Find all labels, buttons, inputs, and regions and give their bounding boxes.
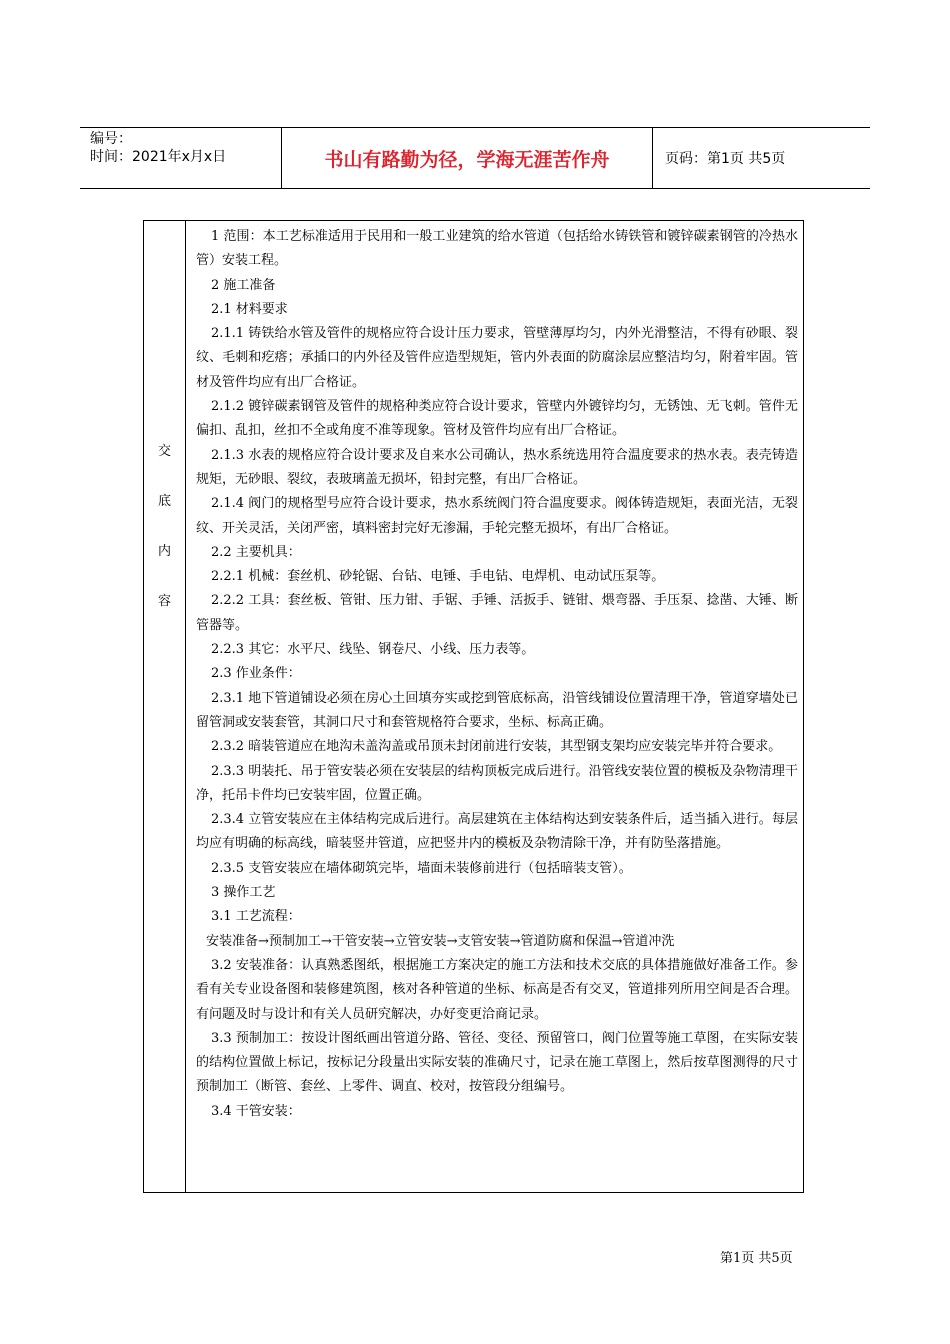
paragraph: 2 施工准备 [211,277,276,293]
section-label-char: 交 [157,444,171,459]
column-divider [185,221,186,1192]
paragraph: 3.1 工艺流程： [211,909,301,925]
paragraph: 2.3.5 支管安装应在墙体砌筑完毕，墙面未装修前进行（包括暗装支管）。 [211,860,632,876]
section-label-char: 内 [157,544,171,559]
number-label: 编号： [90,131,132,147]
content-body [196,225,798,1124]
paragraph: 2.1 材料要求 [211,301,288,317]
paragraph: 2.1.1 铸铁给水管及管件的规格应符合设计压力要求，管壁薄厚均匀，内外光滑整洁，不得有砂眼、裂纹、毛刺和疙瘩；承插口的内外径及管件应造型规矩，管内外表面的防腐涂层应整洁均匀，附着牢固。管材及管件均应有出厂合格证。 [196,326,798,390]
document-header [80,127,870,189]
date-line: 时间：2021年x月x日 [90,149,227,165]
paragraph: 2.3.1 地下管道铺设必须在房心土回填夯实或挖到管底标高，沿管线铺设位置清理干净，管道穿墙处已留管洞或安装套管，其洞口尺寸和套管规格符合要求，坐标、标高正确。 [196,690,798,730]
paragraph: 2.3 作业条件： [211,666,301,682]
paragraph: 2.2.2 工具：套丝板、管钳、压力钳、手锯、手锤、活扳手、链钳、煨弯器、手压泵、捻凿、大锤、断管器等。 [196,593,798,633]
paragraph: 2.2.3 其它：水平尺、线坠、钢卷尺、小线、压力表等。 [211,642,535,658]
paragraph: 3.4 干管安装： [211,1103,301,1119]
process-flow: 安装准备→预制加工→干管安装→立管安装→支管安装→管道防腐和保温→管道冲洗 [206,933,675,949]
paragraph: 3.2 安装准备：认真熟悉图纸，根据施工方案决定的施工方法和技术交底的具体措施做好准备工作。参看有关专业设备图和装修建筑图，核对各种管道的坐标、标高是否有交叉，管道排列所用空间是否合理。有问题及时与设计和有关人员研究解决，办好变更洽商记录。 [196,957,798,1022]
paragraph: 2.2 主要机具： [211,544,301,560]
paragraph: 2.3.2 暗装管道应在地沟未盖沟盖或吊顶未封闭前进行安装，其型钢支架均应安装完毕并符合要求。 [211,739,782,755]
section-label-char: 容 [157,594,171,609]
paragraph: 2.1.3 水表的规格应符合设计要求及自来水公司确认，热水系统选用符合温度要求的热水表。表壳铸造规矩，无砂眼、裂纹，表玻璃盖无损坏，铅封完整，有出厂合格证。 [196,447,798,487]
paragraph: 2.3.3 明装托、吊于管安装必须在安装层的结构顶板完成后进行。沿管线安装位置的模板及杂物清理干净，托吊卡件均已安装牢固，位置正确。 [196,763,798,803]
paragraph: 3 操作工艺 [211,885,276,901]
header-motto: 书山有路勤为径，学海无涯苦作舟 [324,148,610,171]
paragraph: 2.1.2 镀锌碳素钢管及管件的规格种类应符合设计要求，管壁内外镀锌均匀，无锈蚀、无飞刺。管件无偏扣、乱扣，丝扣不全或角度不准等现象。管材及管件均应有出厂合格证。 [196,399,798,439]
header-divider [652,128,653,188]
content-table [143,220,804,1193]
page-footer: 第1页 共5页 [720,1251,793,1266]
paragraph: 2.1.4 阀门的规格型号应符合设计要求，热水系统阀门符合温度要求。阀体铸造规矩，表面光洁，无裂纹、开关灵活，关闭严密，填料密封完好无渗漏，手轮完整无损坏，有出厂合格证。 [196,496,798,536]
header-left-cell [90,130,280,166]
paragraph: 1 范围：本工艺标准适用于民用和一般工业建筑的给水管道（包括给水铸铁管和镀锌碳素钢管的冷热水管）安装工程。 [196,229,798,269]
paragraph: 2.3.4 立管安装应在主体结构完成后进行。高层建筑在主体结构达到安装条件后，适当插入进行。每层均应有明确的标高线，暗装竖井管道，应把竖井内的模板及杂物清除干净，并有防坠落措施。 [196,812,798,852]
section-label-column [144,221,185,1192]
section-label-char: 底 [157,494,171,509]
paragraph: 2.2.1 机械：套丝机、砂轮锯、台钻、电锤、手电钻、电焊机、电动试压泵等。 [211,569,665,585]
paragraph: 3.3 预制加工：按设计图纸画出管道分路、管径、变径、预留管口，阀门位置等施工草图，在实际安装的结构位置做上标记，按标记分段量出实际安装的准确尺寸，记录在施工草图上，然后按草图测得的尺寸预制加工（断管、套丝、上零件、调直、校对，按管段分组编号。 [196,1030,798,1095]
header-page-info: 页码：第1页 共5页 [665,151,786,167]
